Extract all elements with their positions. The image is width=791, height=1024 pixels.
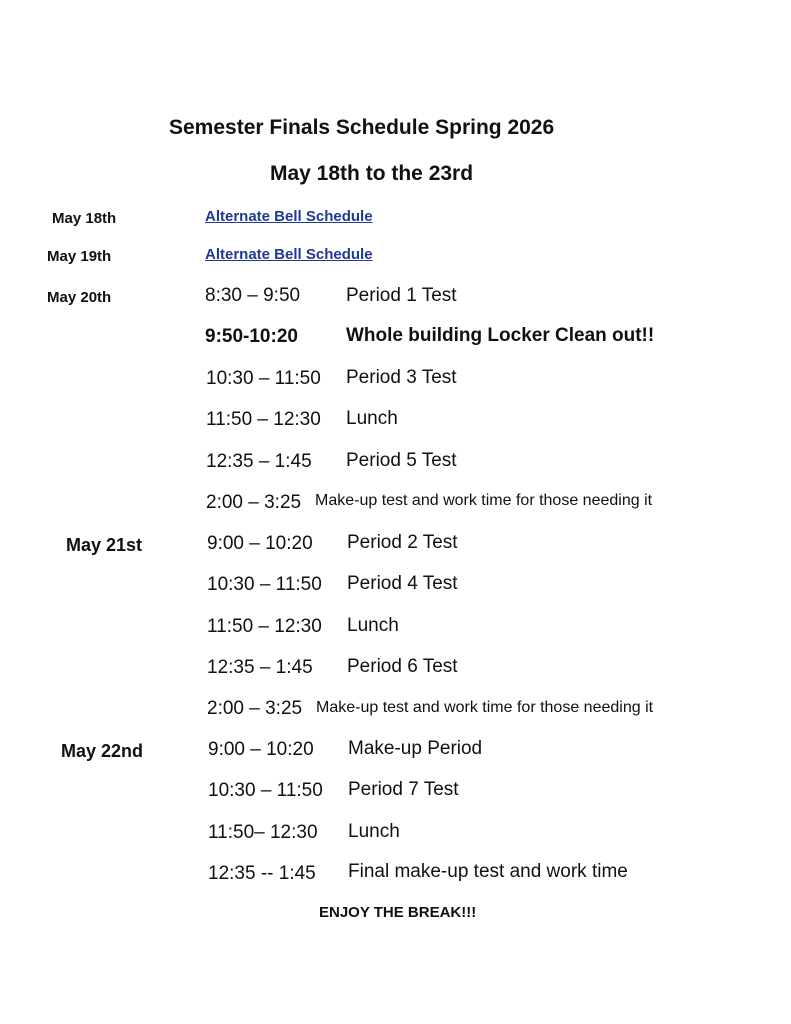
- time-slot: 10:30 – 11:50: [208, 780, 323, 801]
- time-slot: 9:50-10:20: [205, 326, 298, 347]
- time-slot: 12:35 -- 1:45: [208, 863, 316, 884]
- slot-description: Period 4 Test: [347, 573, 458, 594]
- alternate-bell-schedule-link-may18[interactable]: Alternate Bell Schedule: [205, 208, 373, 225]
- slot-description: Lunch: [348, 821, 400, 842]
- day-label-may22: May 22nd: [61, 741, 144, 761]
- time-slot: 11:50– 12:30: [208, 822, 318, 843]
- day-label-may20: May 20th: [47, 289, 112, 306]
- day-label-may18: May 18th: [52, 210, 117, 227]
- time-slot: 10:30 – 11:50: [207, 574, 322, 595]
- time-slot: 8:30 – 9:50: [205, 285, 301, 306]
- slot-description: Period 2 Test: [347, 532, 458, 553]
- time-slot: 10:30 – 11:50: [206, 368, 321, 389]
- time-slot: 9:00 – 10:20: [208, 739, 314, 760]
- footer-note: ENJOY THE BREAK!!!: [319, 904, 477, 921]
- slot-description: Lunch: [347, 615, 399, 636]
- slot-description: Period 3 Test: [346, 367, 457, 388]
- slot-description: Lunch: [346, 408, 398, 429]
- page-subtitle: May 18th to the 23rd: [270, 162, 474, 185]
- slot-description: Period 7 Test: [348, 779, 459, 800]
- slot-description: Final make-up test and work time: [348, 861, 628, 882]
- slot-description: Make-up test and work time for those needing it: [315, 492, 653, 509]
- time-slot: 2:00 – 3:25: [207, 698, 303, 719]
- time-slot: 12:35 – 1:45: [206, 451, 312, 472]
- page-title: Semester Finals Schedule Spring 2026: [169, 116, 555, 139]
- slot-description: Make-up test and work time for those needing it: [316, 699, 654, 716]
- time-slot: 12:35 – 1:45: [207, 657, 313, 678]
- time-slot: 11:50 – 12:30: [207, 616, 322, 637]
- time-slot: 9:00 – 10:20: [207, 533, 313, 554]
- slot-description: Make-up Period: [348, 738, 483, 759]
- alternate-bell-schedule-link-may19[interactable]: Alternate Bell Schedule: [205, 246, 373, 263]
- slot-description: Period 1 Test: [346, 285, 457, 306]
- day-label-may19: May 19th: [47, 248, 112, 265]
- day-label-may21: May 21st: [66, 535, 143, 555]
- time-slot: 2:00 – 3:25: [206, 492, 302, 513]
- slot-description: Period 5 Test: [346, 450, 457, 471]
- slot-description: Whole building Locker Clean out!!: [346, 325, 655, 346]
- slot-description: Period 6 Test: [347, 656, 458, 677]
- time-slot: 11:50 – 12:30: [206, 409, 321, 430]
